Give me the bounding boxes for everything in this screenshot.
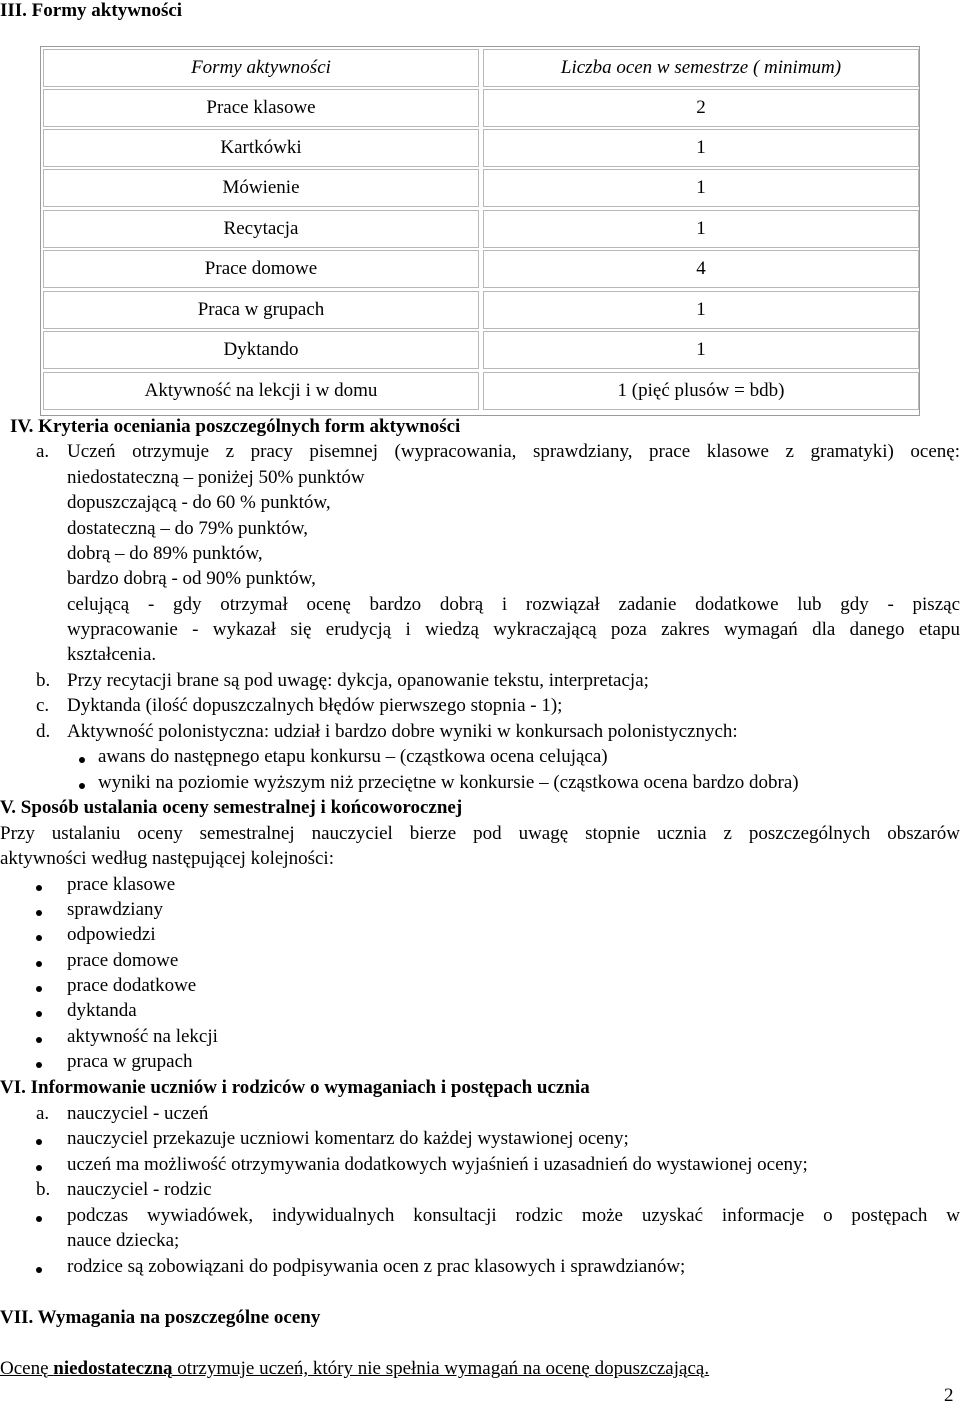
section-3-title: III. Formy aktywności xyxy=(0,0,183,21)
info-b-bullet: rodzice są zobowiązani do podpisywania ocen z prac klasowych i sprawdzianów; xyxy=(67,1256,686,1277)
bullet-icon xyxy=(36,986,42,992)
list-marker-b: b. xyxy=(36,1179,51,1200)
order-list-item: praca w grupach xyxy=(67,1051,193,1072)
criteria-a-line: bardzo dobrą - od 90% punktów, xyxy=(67,568,316,589)
info-b-bullet-line2: nauce dziecka; xyxy=(67,1230,180,1251)
table-header-row xyxy=(43,49,917,87)
table-header-count: Liczba ocen w semestrze ( minimum) xyxy=(483,49,919,87)
criteria-d-bullet: wyniki na poziomie wyższym niż przeciętne w konkursie – (cząstkowa ocena bardzo dobra) xyxy=(98,772,799,793)
table-cell-form: Kartkówki xyxy=(43,129,479,167)
order-list-item: prace klasowe xyxy=(67,874,176,895)
bullet-icon xyxy=(36,1011,42,1017)
table-cell-count: 1 xyxy=(483,291,919,329)
info-b-bullet-line1: podczas wywiadówek, indywidualnych konsultacji rodzic może uzyskać informacje o postępach w xyxy=(67,1205,960,1226)
section-4-title: IV. Kryteria oceniania poszczególnych form aktywności xyxy=(10,416,461,437)
criteria-a-line: dobrą – do 89% punktów, xyxy=(67,543,263,564)
order-list-item: aktywność na lekcji xyxy=(67,1026,218,1047)
table-row xyxy=(43,169,917,207)
sentence-end: otrzymuje uczeń, który nie spełnia wymagań na ocenę dopuszczającą. xyxy=(172,1358,710,1379)
list-marker-c: c. xyxy=(36,695,50,716)
list-marker-b: b. xyxy=(36,670,51,691)
table-row xyxy=(43,331,917,369)
bullet-icon xyxy=(36,1216,42,1222)
info-b-text: nauczyciel - rodzic xyxy=(67,1179,212,1200)
criteria-d-text: Aktywność polonistyczna: udział i bardzo dobre wyniki w konkursach polonistycznych: xyxy=(67,721,738,742)
table-cell-form: Praca w grupach xyxy=(43,291,479,329)
criteria-c-text: Dyktanda (ilość dopuszczalnych błędów pierwszego stopnia - 1); xyxy=(67,695,563,716)
table-cell-count: 1 xyxy=(483,210,919,248)
bullet-icon xyxy=(36,961,42,967)
table-row xyxy=(43,291,917,329)
criteria-a-line: celującą - gdy otrzymał ocenę bardzo dobrą i rozwiązał zadanie dodatkowe lub gdy - pisząc xyxy=(67,594,960,615)
table-cell-form: Dyktando xyxy=(43,331,479,369)
table-cell-count: 1 xyxy=(483,169,919,207)
list-marker-d: d. xyxy=(36,721,51,742)
criteria-b-text: Przy recytacji brane są pod uwagę: dykcja, opanowanie tekstu, interpretacja; xyxy=(67,670,649,691)
info-a-bullet: uczeń ma możliwość otrzymywania dodatkowych wyjaśnień i uzasadnień do wystawionej oceny; xyxy=(67,1154,808,1175)
order-list-item: dyktanda xyxy=(67,1000,137,1021)
table-cell-form: Prace domowe xyxy=(43,250,479,288)
order-list-item: prace dodatkowe xyxy=(67,975,197,996)
list-marker-a: a. xyxy=(36,441,50,462)
bullet-icon xyxy=(36,935,42,941)
bullet-icon xyxy=(79,757,85,763)
table-cell-form: Recytacja xyxy=(43,210,479,248)
table-cell-count: 4 xyxy=(483,250,919,288)
list-marker-a: a. xyxy=(36,1103,50,1124)
info-a-bullet: nauczyciel przekazuje uczniowi komentarz do każdej wystawionej oceny; xyxy=(67,1128,629,1149)
table-cell-form: Aktywność na lekcji i w domu xyxy=(43,372,479,410)
bullet-icon xyxy=(36,1139,42,1145)
table-cell-count: 1 xyxy=(483,331,919,369)
grade-requirement-sentence xyxy=(0,1358,709,1380)
section-5-intro-line2: aktywności według następującej kolejności: xyxy=(0,848,334,869)
section-5-title: V. Sposób ustalania oceny semestralnej i końcoworocznej xyxy=(0,797,463,818)
order-list-item: prace domowe xyxy=(67,950,179,971)
table-cell-form: Prace klasowe xyxy=(43,89,479,127)
table-header-forms: Formy aktywności xyxy=(43,49,479,87)
table-row xyxy=(43,210,917,248)
bullet-icon xyxy=(36,1037,42,1043)
table-row xyxy=(43,250,917,288)
grade-name-bold: niedostateczną xyxy=(53,1358,173,1379)
table-cell-count: 1 (pięć plusów = bdb) xyxy=(483,372,919,410)
table-cell-form: Mówienie xyxy=(43,169,479,207)
order-list-item: sprawdziany xyxy=(67,899,164,920)
bullet-icon xyxy=(36,1062,42,1068)
bullet-icon xyxy=(36,910,42,916)
criteria-a-line: wypracowanie - wykazał się erudycją i wiedzą wykraczającą poza zakres wymagań dla danego etapu xyxy=(67,619,960,640)
criteria-d-bullet: awans do następnego etapu konkursu – (cząstkowa ocena celująca) xyxy=(98,746,608,767)
sentence-start: Ocenę xyxy=(0,1358,54,1379)
page-number: 2 xyxy=(944,1385,954,1406)
criteria-a-line: dostateczną – do 79% punktów, xyxy=(67,518,308,539)
criteria-a-line: niedostateczną – poniżej 50% punktów xyxy=(67,467,365,488)
table-cell-count: 2 xyxy=(483,89,919,127)
order-list-item: odpowiedzi xyxy=(67,924,156,945)
bullet-icon xyxy=(36,1267,42,1273)
bullet-icon xyxy=(79,783,85,789)
criteria-a-intro: Uczeń otrzymuje z pracy pisemnej (wypracowania, sprawdziany, prace klasowe z gramatyki) ocenę: xyxy=(67,441,960,462)
bullet-icon xyxy=(36,1165,42,1171)
table-row xyxy=(43,89,917,127)
table-row xyxy=(43,129,917,167)
table-cell-count: 1 xyxy=(483,129,919,167)
criteria-a-line: kształcenia. xyxy=(67,644,157,665)
bullet-icon xyxy=(36,885,42,891)
criteria-a-line: dopuszczającą - do 60 % punktów, xyxy=(67,492,331,513)
section-5-intro-line1: Przy ustalaniu oceny semestralnej nauczyciel bierze pod uwagę stopnie ucznia z poszczególnych obszarów xyxy=(0,823,960,844)
info-a-text: nauczyciel - uczeń xyxy=(67,1103,209,1124)
section-7-title: VII. Wymagania na poszczególne oceny xyxy=(0,1307,321,1328)
activity-forms-table xyxy=(40,46,920,416)
section-6-title: VI. Informowanie uczniów i rodziców o wymaganiach i postępach ucznia xyxy=(0,1077,590,1098)
table-row xyxy=(43,372,917,410)
